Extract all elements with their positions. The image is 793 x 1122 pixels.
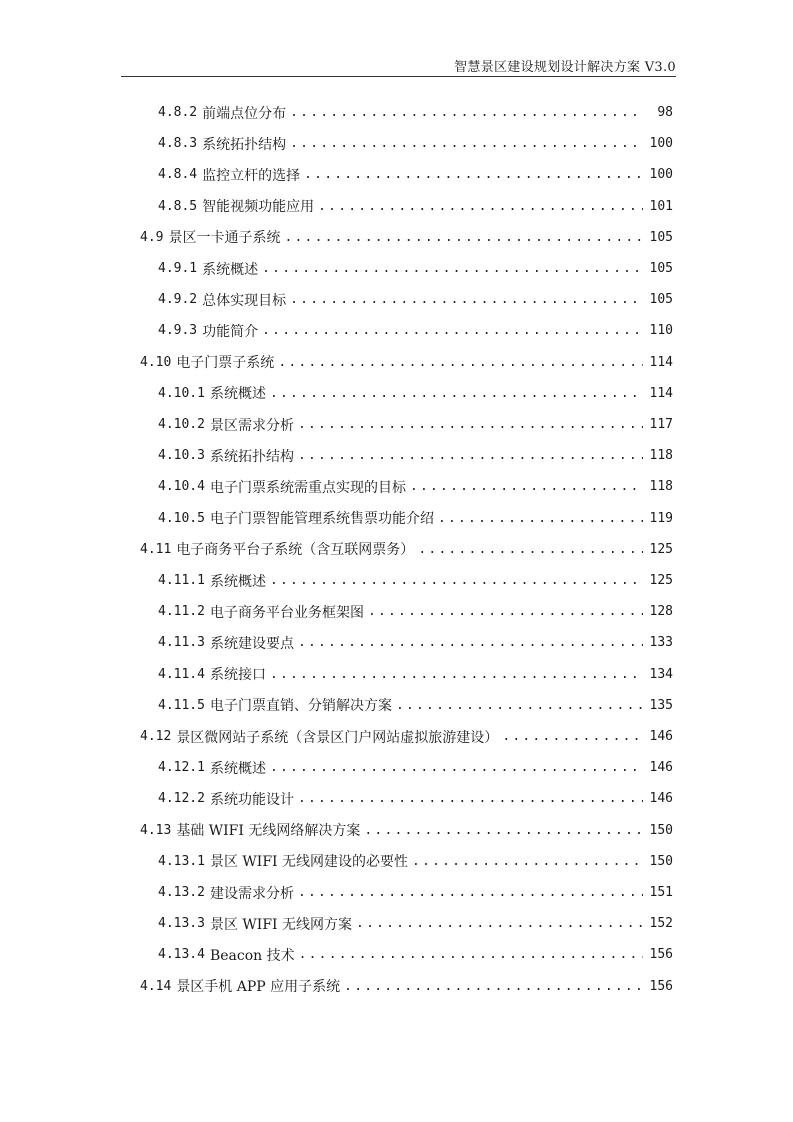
toc-entry-number: 4.9.2 [158,292,198,308]
toc-entry-page: 101 [649,198,673,214]
toc-entry-title: 智能视频功能应用 [202,199,315,216]
toc-entry-page: 125 [649,541,673,557]
toc-entry-page: 98 [657,105,673,120]
toc-entry-number: 4.11.4 [158,666,205,682]
toc-entry-title: 前端点位分布 [202,105,287,122]
toc-entry-number: 4.8.5 [158,198,198,214]
toc-entry-number: 4.13.2 [158,885,205,900]
toc-dot-leader [502,729,643,744]
toc-entry-title: 系统建设要点 [209,635,294,652]
toc-entry-number: 4.10.5 [158,510,205,526]
toc-dot-leader [418,542,643,557]
toc-entry[interactable] [140,971,673,1002]
toc-entry-page: 135 [649,697,673,713]
toc-entry-number: 4.11.2 [158,604,205,620]
toc-entry-number: 4.13.3 [158,916,205,932]
toc-dot-leader [438,511,643,526]
toc-entry-title: 基础 WIFI 无线网络解决方案 [176,823,361,840]
toc-entry-title: 系统接口 [209,667,266,684]
toc-entry-number: 4.9 [140,229,164,245]
toc-dot-leader [299,947,643,962]
toc-entry-page: 118 [649,448,673,464]
toc-entry-title: 电子门票系统需重点实现的目标 [209,479,406,496]
toc-entry[interactable] [158,627,673,658]
toc-dot-leader [412,854,643,869]
toc-entry-title: 景区需求分析 [209,417,294,434]
toc-entry-page: 146 [649,760,673,776]
toc-dot-leader [396,698,643,713]
toc-entry-title: 电子商务平台子系统（含互联网票务） [176,542,415,559]
toc-entry-title: 系统概述 [202,261,259,278]
toc-dot-leader [262,323,643,338]
toc-entry-number: 4.12 [140,729,172,744]
toc-entry-title: 景区 WIFI 无线网方案 [209,916,353,933]
toc-entry-page: 128 [649,604,673,620]
toc-entry[interactable] [140,222,673,253]
header-rule [121,76,676,77]
toc-entry-number: 4.12.1 [158,760,205,776]
toc-entry-title: 系统拓扑结构 [202,136,287,153]
toc-entry-number: 4.13.4 [158,947,205,963]
toc-entry-number: 4.8.4 [158,167,198,183]
toc-entry-title: 电子门票子系统 [176,355,275,372]
toc-entry[interactable] [158,191,673,222]
toc-entry[interactable] [158,159,673,190]
toc-entry[interactable] [158,783,673,814]
toc-entry-number: 4.10.4 [158,479,205,495]
toc-entry-title: 景区 WIFI 无线网建设的必要性 [209,854,409,871]
toc-dot-leader [270,386,643,401]
toc-entry-title: 建设需求分析 [209,885,294,902]
toc-entry-title: 电子商务平台业务框架图 [209,604,364,621]
toc-dot-leader [368,604,643,619]
toc-entry[interactable] [140,534,673,565]
toc-entry-number: 4.11 [140,541,172,557]
toc-entry-number: 4.13 [140,822,172,838]
toc-entry-page: 117 [649,417,673,432]
toc-entry-page: 100 [649,167,673,183]
toc-entry-page: 125 [649,573,673,588]
toc-dot-leader [278,355,643,370]
toc-dot-leader [304,167,643,182]
toc-entry-page: 146 [649,791,673,807]
toc-entry-number: 4.10.2 [158,417,205,432]
toc-entry-page: 156 [649,978,673,994]
toc-entry[interactable] [158,565,673,596]
toc-entry-number: 4.11.3 [158,635,205,651]
toc-entry-page: 105 [649,229,673,245]
toc-entry[interactable] [140,347,673,378]
toc-entry-title: 电子门票智能管理系统售票功能介绍 [209,511,434,528]
toc-entry-title: 电子门票直销、分销解决方案 [209,698,392,715]
toc-entry-title: 景区手机 APP 应用子系统 [176,979,341,996]
toc-dot-leader [270,760,643,775]
toc-entry[interactable] [158,97,673,128]
toc-entry-title: 功能简介 [202,323,259,340]
toc-entry-number: 4.12.2 [158,791,205,807]
toc-entry[interactable] [158,284,673,315]
toc-entry-page: 105 [649,261,673,276]
toc-entry-title: 监控立杆的选择 [202,167,301,184]
toc-entry-page: 150 [649,822,673,838]
toc-entry[interactable] [158,908,673,939]
toc-dot-leader [284,230,643,245]
toc-entry[interactable] [158,378,673,409]
toc-entry-page: 152 [649,916,673,932]
toc-entry-number: 4.8.2 [158,105,198,120]
toc-entry-page: 100 [649,136,673,152]
toc-entry-page: 119 [649,510,673,526]
toc-entry-number: 4.10 [140,354,172,370]
toc-entry-number: 4.11.1 [158,573,205,588]
toc-entry[interactable] [158,752,673,783]
toc-entry-page: 156 [649,947,673,963]
toc-dot-leader [298,791,643,806]
toc-dot-leader [344,979,643,994]
toc-dot-leader [410,479,643,494]
toc-entry[interactable] [158,503,673,534]
toc-entry[interactable] [158,877,673,908]
toc-entry[interactable] [140,721,673,752]
toc-entry[interactable] [158,471,673,502]
toc-entry[interactable] [158,409,673,440]
toc-dot-leader [290,292,643,307]
toc-entry-page: 110 [649,323,673,339]
toc-entry-number: 4.10.3 [158,448,205,464]
toc-dot-leader [298,417,643,432]
toc-entry-title: 景区一卡通子系统 [168,230,281,247]
toc-entry-title: 系统概述 [209,573,266,590]
toc-entry[interactable] [158,846,673,877]
toc-dot-leader [318,199,643,214]
toc-entry-title: 系统功能设计 [209,791,294,808]
toc-entry-number: 4.11.5 [158,697,205,713]
toc-entry[interactable] [158,690,673,721]
toc-entry[interactable] [158,440,673,471]
toc-entry-page: 114 [649,354,673,370]
toc-entry-page: 114 [649,385,673,401]
toc-entry[interactable] [158,939,673,970]
toc-entry[interactable] [158,659,673,690]
toc-entry[interactable] [158,253,673,284]
toc-dot-leader [290,105,643,120]
toc-dot-leader [270,573,643,588]
toc-entry-title: 系统拓扑结构 [209,448,294,465]
toc-entry-title: 景区微网站子系统（含景区门户网站虚拟旅游建设） [176,729,499,746]
toc-dot-leader [290,136,643,151]
toc-entry-page: 134 [649,666,673,682]
toc-dot-leader [298,885,643,900]
toc-entry-page: 118 [649,479,673,495]
toc-entry[interactable] [158,596,673,627]
toc-entry-number: 4.8.3 [158,136,198,152]
toc-entry-page: 150 [649,853,673,869]
toc-entry-page: 146 [649,729,673,744]
toc-entry-title: 系统概述 [209,760,266,777]
toc-entry-number: 4.13.1 [158,853,205,869]
toc-entry-title: 总体实现目标 [202,292,287,309]
toc-entry[interactable] [158,128,673,159]
toc-dot-leader [356,916,643,931]
toc-dot-leader [262,261,643,276]
toc-entry-number: 4.9.1 [158,261,198,276]
toc-entry[interactable] [140,815,673,846]
toc-dot-leader [298,635,643,650]
toc-entry-number: 4.9.3 [158,323,198,339]
toc-dot-leader [364,823,643,838]
toc-entry-title: Beacon 技术 [209,947,295,964]
toc-entry-number: 4.14 [140,978,172,994]
running-header: 智慧景区建设规划设计解决方案 V3.0 [454,60,676,75]
toc-entry-page: 133 [649,635,673,651]
toc-entry-page: 151 [649,885,673,900]
toc-dot-leader [270,667,643,682]
toc-entry-title: 系统概述 [209,386,266,403]
toc-dot-leader [298,448,643,463]
toc-entry[interactable] [158,315,673,346]
toc-entry-page: 105 [649,292,673,308]
toc-entry-number: 4.10.1 [158,385,205,401]
